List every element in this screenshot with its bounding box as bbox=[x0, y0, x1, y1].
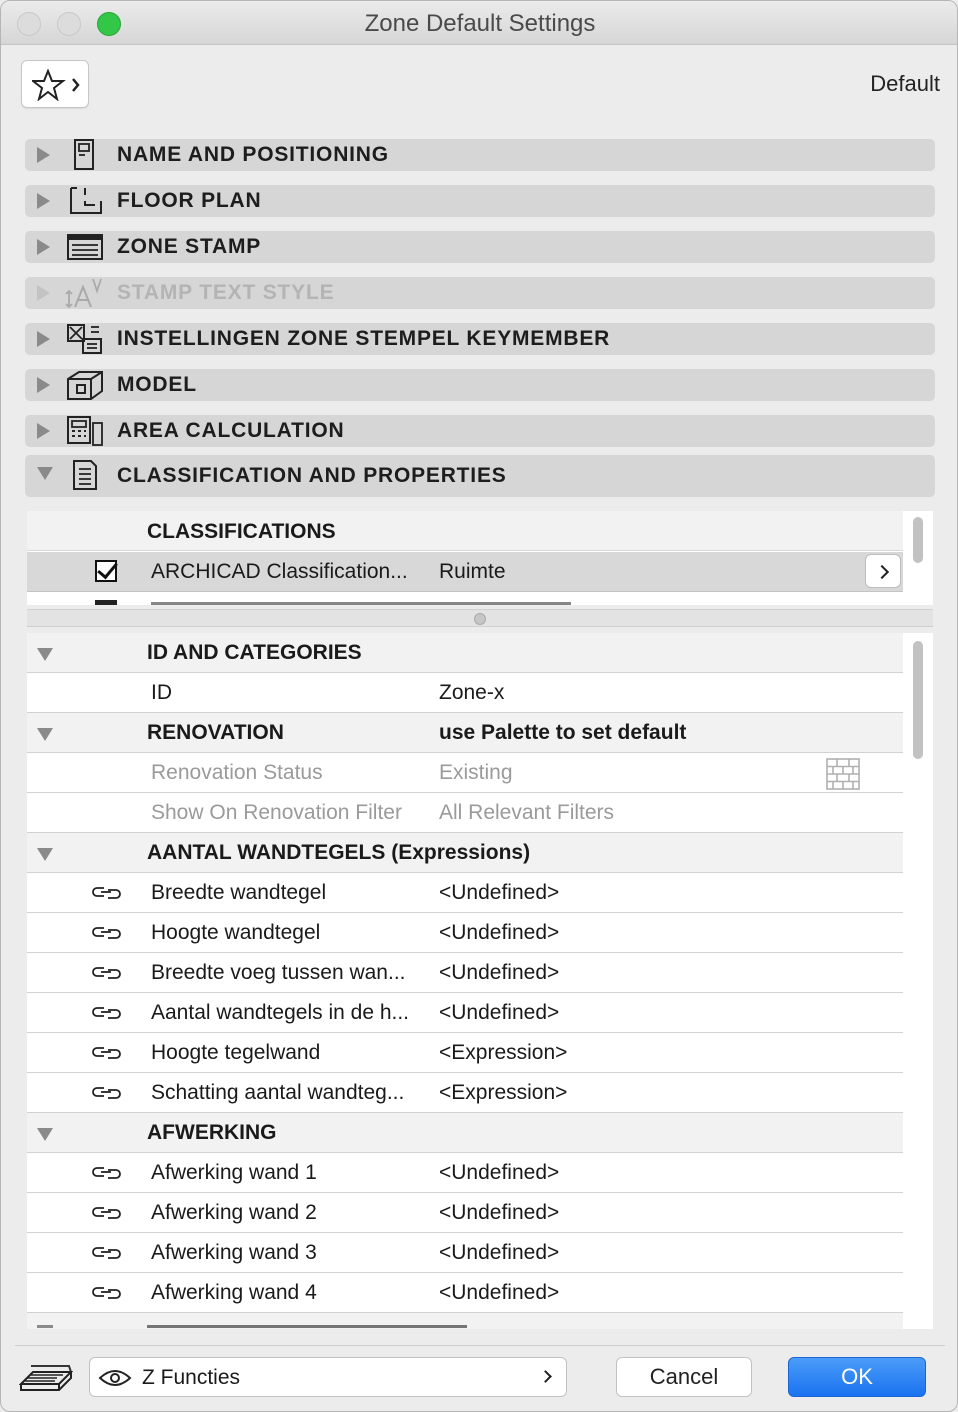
classifications-scrollbar[interactable] bbox=[909, 513, 927, 603]
property-name: ID bbox=[151, 681, 172, 704]
link-icon bbox=[91, 883, 123, 903]
layer-label: Z Functies bbox=[142, 1366, 241, 1389]
classifications-table bbox=[27, 511, 933, 605]
property-value[interactable]: <Undefined> bbox=[439, 1201, 560, 1224]
property-row[interactable] bbox=[27, 1153, 903, 1193]
property-name: Renovation Status bbox=[151, 761, 323, 784]
pane-splitter[interactable] bbox=[27, 609, 933, 627]
property-value: All Relevant Filters bbox=[439, 801, 615, 824]
classifications-header-label: CLASSIFICATIONS bbox=[147, 520, 336, 543]
link-icon bbox=[91, 963, 123, 983]
panel-zone-stamp[interactable] bbox=[25, 231, 935, 263]
group-row-id-and-categories[interactable] bbox=[27, 633, 903, 673]
collapse-triangle-icon[interactable] bbox=[37, 848, 53, 861]
disclosure-triangle-icon bbox=[37, 147, 50, 163]
panel-model[interactable] bbox=[25, 369, 935, 401]
group-name: AFWERKING bbox=[147, 1121, 277, 1144]
area-calculation-icon bbox=[65, 415, 105, 447]
property-row[interactable] bbox=[27, 913, 903, 953]
property-name: Show On Renovation Filter bbox=[151, 801, 402, 824]
link-icon bbox=[91, 923, 123, 943]
property-row[interactable] bbox=[27, 1193, 903, 1233]
collapse-triangle-icon[interactable] bbox=[37, 728, 53, 741]
property-value[interactable]: <Expression> bbox=[439, 1041, 568, 1064]
property-name: Hoogte wandtegel bbox=[151, 921, 321, 944]
disclosure-triangle-icon bbox=[37, 239, 50, 255]
panel-label: NAME AND POSITIONING bbox=[117, 143, 389, 166]
document-icon bbox=[65, 459, 105, 491]
property-value[interactable]: <Undefined> bbox=[439, 1001, 560, 1024]
disclosure-triangle-icon bbox=[37, 467, 53, 480]
property-value[interactable]: <Undefined> bbox=[439, 961, 560, 984]
property-row-id[interactable] bbox=[27, 673, 903, 713]
group-row-aantal-wandtegels[interactable] bbox=[27, 833, 903, 873]
link-icon bbox=[91, 1203, 123, 1223]
panel-label: MODEL bbox=[117, 373, 197, 396]
link-icon bbox=[91, 1003, 123, 1023]
cancel-button[interactable]: Cancel bbox=[616, 1357, 752, 1397]
link-icon bbox=[91, 1043, 123, 1063]
model-icon bbox=[65, 369, 105, 401]
panel-classification-and-properties[interactable] bbox=[25, 455, 935, 497]
property-value[interactable]: <Expression> bbox=[439, 1081, 568, 1104]
ok-button[interactable]: OK bbox=[788, 1357, 926, 1397]
property-name: Schatting aantal wandteg... bbox=[151, 1081, 405, 1104]
panel-floor-plan[interactable] bbox=[25, 185, 935, 217]
panel-area-calculation[interactable] bbox=[25, 415, 935, 447]
layer-dropdown[interactable] bbox=[89, 1357, 567, 1397]
property-name: Afwerking wand 2 bbox=[151, 1201, 317, 1224]
property-row-renovation-status bbox=[27, 753, 903, 793]
link-icon bbox=[91, 1083, 123, 1103]
classification-select-button[interactable] bbox=[865, 554, 901, 588]
panel-label: ZONE STAMP bbox=[117, 235, 262, 258]
property-row[interactable] bbox=[27, 993, 903, 1033]
favorites-button[interactable] bbox=[21, 60, 89, 108]
clipped-group-label-fragment bbox=[147, 1325, 467, 1329]
property-row[interactable] bbox=[27, 1273, 903, 1313]
property-name: Hoogte tegelwand bbox=[151, 1041, 321, 1064]
splitter-handle[interactable] bbox=[474, 613, 486, 625]
classification-checkbox[interactable] bbox=[95, 560, 117, 582]
property-name: Breedte wandtegel bbox=[151, 881, 327, 904]
property-value[interactable]: <Undefined> bbox=[439, 881, 560, 904]
property-row[interactable] bbox=[27, 1233, 903, 1273]
property-row[interactable] bbox=[27, 953, 903, 993]
panel-name-and-positioning[interactable] bbox=[25, 139, 935, 171]
clipped-row-fragment bbox=[95, 600, 571, 605]
property-value[interactable]: <Undefined> bbox=[439, 921, 560, 944]
panel-label: INSTELLINGEN ZONE STEMPEL KEYMEMBER bbox=[117, 327, 611, 350]
link-icon bbox=[91, 1243, 123, 1263]
property-row[interactable] bbox=[27, 1033, 903, 1073]
panel-label: AREA CALCULATION bbox=[117, 419, 345, 442]
floor-plan-icon bbox=[65, 185, 105, 217]
collapse-triangle-icon[interactable] bbox=[37, 1128, 53, 1141]
group-name: RENOVATION bbox=[147, 721, 284, 744]
disclosure-triangle-icon bbox=[37, 193, 50, 209]
layer-icon[interactable] bbox=[19, 1360, 73, 1396]
disclosure-triangle-icon bbox=[37, 377, 50, 393]
panel-label: CLASSIFICATION AND PROPERTIES bbox=[117, 464, 507, 487]
panel-instellingen-zone-stempel-keymember[interactable] bbox=[25, 323, 935, 355]
clipped-triangle-fragment bbox=[37, 1325, 53, 1329]
properties-table bbox=[27, 633, 933, 1329]
eye-icon bbox=[98, 1368, 132, 1388]
group-row-renovation[interactable] bbox=[27, 713, 903, 753]
panel-stamp-text-style bbox=[25, 277, 935, 309]
title-bar bbox=[1, 1, 958, 45]
scrollbar-thumb[interactable] bbox=[913, 517, 923, 563]
scrollbar-thumb[interactable] bbox=[913, 641, 923, 759]
group-name: ID AND CATEGORIES bbox=[147, 641, 362, 664]
property-name: Aantal wandtegels in de h... bbox=[151, 1001, 410, 1024]
group-row-clipped bbox=[27, 1313, 903, 1329]
group-row-afwerking[interactable] bbox=[27, 1113, 903, 1153]
group-name: AANTAL WANDTEGELS (Expressions) bbox=[147, 841, 531, 864]
collapse-triangle-icon[interactable] bbox=[37, 648, 53, 661]
star-icon bbox=[32, 69, 82, 101]
classifications-header bbox=[27, 511, 903, 551]
disclosure-triangle-icon bbox=[37, 285, 50, 301]
keymember-icon bbox=[65, 323, 105, 355]
link-icon bbox=[91, 1163, 123, 1183]
default-label: Default bbox=[870, 71, 940, 96]
property-value[interactable]: <Undefined> bbox=[439, 1241, 560, 1264]
classification-row[interactable] bbox=[27, 552, 903, 592]
property-row[interactable] bbox=[27, 1073, 903, 1113]
classification-value: Ruimte bbox=[439, 560, 506, 583]
properties-scrollbar[interactable] bbox=[907, 635, 929, 1325]
panel-label: STAMP TEXT STYLE bbox=[117, 281, 335, 304]
link-icon bbox=[91, 1283, 123, 1303]
panel-label: FLOOR PLAN bbox=[117, 189, 262, 212]
property-name: Afwerking wand 4 bbox=[151, 1281, 317, 1304]
name-positioning-icon bbox=[65, 139, 105, 171]
zone-stamp-icon bbox=[65, 231, 105, 263]
brick-wall-icon bbox=[825, 757, 861, 791]
text-style-icon bbox=[65, 277, 105, 309]
property-value[interactable]: Zone-x bbox=[439, 681, 505, 704]
property-row[interactable] bbox=[27, 873, 903, 913]
classification-name: ARCHICAD Classification... bbox=[151, 560, 408, 583]
property-name: Afwerking wand 3 bbox=[151, 1241, 317, 1264]
property-name: Breedte voeg tussen wan... bbox=[151, 961, 406, 984]
property-value[interactable]: <Undefined> bbox=[439, 1161, 560, 1184]
footer-divider bbox=[15, 1345, 945, 1346]
chevron-right-icon bbox=[539, 1370, 552, 1383]
disclosure-triangle-icon bbox=[37, 331, 50, 347]
group-value: use Palette to set default bbox=[439, 721, 687, 744]
property-value: Existing bbox=[439, 761, 513, 784]
property-value[interactable]: <Undefined> bbox=[439, 1281, 560, 1304]
window-title: Zone Default Settings bbox=[364, 10, 596, 37]
disclosure-triangle-icon bbox=[37, 423, 50, 439]
property-name: Afwerking wand 1 bbox=[151, 1161, 317, 1184]
property-row-renovation-filter bbox=[27, 793, 903, 833]
